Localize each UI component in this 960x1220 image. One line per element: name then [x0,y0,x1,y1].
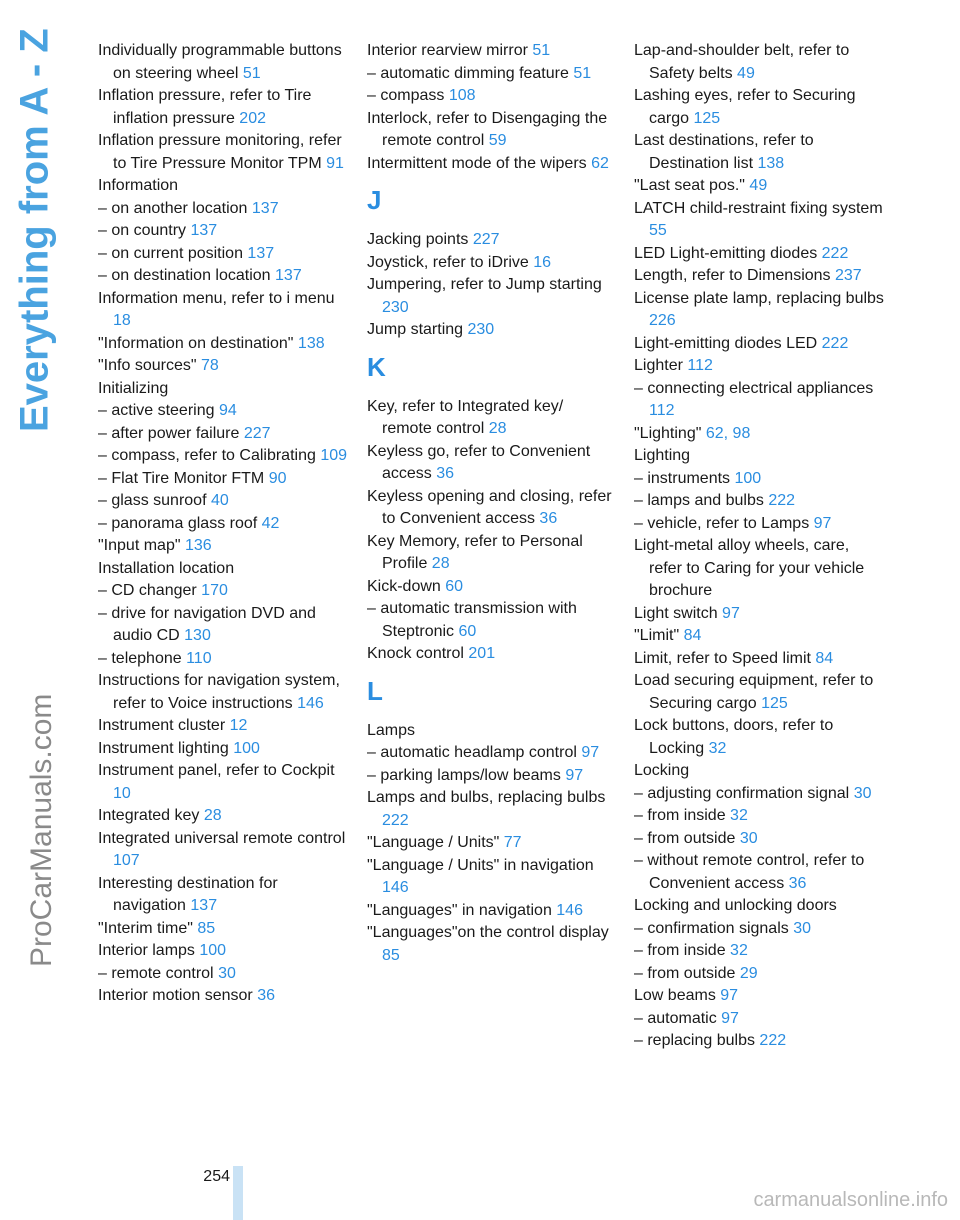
index-term: Lamps [367,721,416,739]
index-term: – automatic transmission with Steptronic [367,600,577,640]
index-entry [634,535,884,603]
page-reference-link[interactable]: 10 [113,784,131,802]
index-entry [367,85,617,108]
page-reference-link[interactable]: 78 [200,357,219,374]
index-entry [634,670,884,715]
index-term: License plate lamp, replacing bulbs [634,289,884,307]
index-term: – confirmation signals [634,919,794,937]
page-reference-link[interactable]: 100 [199,942,227,959]
page-reference-link[interactable]: 42 [261,514,280,532]
index-entry [98,760,348,805]
index-term: – from inside [634,942,731,959]
index-term: "Input map" [98,537,185,554]
page-reference-link[interactable]: 55 [649,222,667,239]
page-reference-link[interactable]: 202 [239,109,266,127]
index-entry [634,1008,884,1031]
index-term: – remote control [98,964,219,982]
page-reference-link[interactable]: 28 [431,555,450,572]
index-entry [98,265,348,288]
page-reference-link[interactable]: 60 [458,622,477,640]
page-reference-link[interactable]: 170 [201,582,228,599]
index-entry [98,918,348,941]
page-number: 254 [203,1168,230,1185]
index-entry [98,40,348,85]
page-reference-link[interactable]: 97 [565,766,584,784]
index-term: Individually programmable buttons on steering wheel [98,42,342,82]
page-reference-link[interactable]: 112 [649,402,675,419]
page-reference-link[interactable]: 30 [739,829,758,847]
index-column-1 [98,40,348,1008]
index-entry [98,175,348,198]
index-entry [98,130,348,175]
section-letter: J [367,185,382,215]
page-reference-link[interactable]: 12 [229,717,248,734]
index-term: Keyless opening and closing, refer to Convenient access [367,487,612,527]
index-term: – from outside [634,829,740,847]
index-term: Kick-down [367,577,446,595]
index-term: – telephone [98,649,187,667]
page-reference-link[interactable]: 237 [835,267,862,284]
index-term: "Interim time" [98,919,198,937]
side-watermark: ProCarManuals.com [25,693,58,967]
index-entry [98,85,348,130]
index-term: Joystick, refer to iDrive [367,253,534,271]
index-term: Instrument cluster [98,717,230,734]
page-reference-link[interactable]: 136 [184,537,212,554]
index-term: – compass, refer to Calibrating [98,447,321,464]
index-column-2 [367,40,617,967]
page-reference-link[interactable]: 137 [251,199,279,217]
index-entry [367,319,617,342]
index-entry [367,396,617,441]
page-reference-link[interactable]: 138 [297,334,325,352]
index-entry [634,963,884,986]
index-term: Lock buttons, doors, refer to Locking [634,717,834,757]
page-reference-link[interactable]: 49 [749,177,768,194]
index-term: Light-emitting diodes LED [634,334,822,352]
page-reference-link[interactable]: 30 [793,919,811,937]
page-reference-link[interactable]: 36 [257,987,275,1004]
index-term: – on destination location [98,267,276,284]
index-entry [634,445,884,468]
index-term: – parking lamps/low beams [367,766,566,784]
index-entry [98,288,348,333]
index-term: Jumpering, refer to Jump starting [367,276,602,293]
index-entry [634,783,884,806]
index-term: Length, refer to Dimensions [634,267,835,284]
index-entry [367,742,617,765]
index-entry [98,198,348,221]
index-term: "Last seat pos." [634,177,750,194]
index-entry [367,531,617,576]
page-reference-link[interactable]: 90 [268,469,287,487]
section-letter: L [367,675,383,706]
index-term: – from inside [634,807,731,824]
page-reference-link[interactable]: 138 [757,154,785,172]
page-reference-link[interactable]: 222 [759,1032,787,1049]
index-entry [634,940,884,963]
page-reference-link[interactable]: 32 [708,739,727,757]
page-reference-link[interactable]: 227 [243,424,271,442]
index-entry [98,715,348,738]
index-term: Intermittent mode of the wipers [367,154,592,172]
page-reference-link[interactable]: 100 [734,469,762,487]
index-term: Jump starting [367,321,468,338]
index-term: – automatic [634,1009,722,1027]
page-reference-link[interactable]: 227 [472,231,500,248]
index-term: Light-metal alloy wheels, care, refer to Caring for your vehicle brochure [634,537,865,599]
index-term: Interior lamps [98,942,200,959]
index-term: – automatic headlamp control [367,744,582,761]
index-entry [634,85,884,130]
index-entry [367,765,617,788]
index-term: Lashing eyes, refer to Securing cargo [634,87,856,127]
index-entry [98,220,348,243]
page-reference-link[interactable]: 36 [788,874,807,892]
index-term: Locking and unlocking doors [634,897,837,914]
index-entry [634,378,884,423]
page-reference-link[interactable]: 108 [448,87,476,104]
index-term: Interlock, refer to Disengaging the remote control [367,109,608,149]
index-entry [367,832,617,855]
index-term: Inflation pressure, refer to Tire inflation pressure [98,87,312,127]
index-entry [634,603,884,626]
index-entry [634,175,884,198]
page-reference-link[interactable]: 222 [821,244,849,262]
page-reference-link[interactable]: 110 [186,649,212,667]
index-term: – lamps and bulbs [634,492,769,509]
index-entry [367,40,617,63]
index-term: – glass sunroof [98,492,211,509]
page-reference-link[interactable]: 201 [468,645,496,662]
index-term: Low beams [634,987,721,1004]
page-reference-link[interactable]: 29 [739,964,758,982]
page-reference-link[interactable]: 51 [242,64,261,82]
page-reference-link[interactable]: 137 [247,244,275,262]
index-entry [367,576,617,599]
index-entry [634,333,884,356]
index-term: Light switch [634,604,723,622]
index-entry [367,598,617,643]
index-term: – without remote control, refer to Convenient access [634,852,865,892]
index-entry [98,333,348,356]
page-reference-link[interactable]: 146 [382,879,409,896]
index-term: Initializing [98,379,169,397]
page-reference-link[interactable]: 100 [233,739,260,757]
index-entry [98,468,348,491]
page-reference-link[interactable]: 36 [539,510,558,527]
index-term: "Information on destination" [98,334,298,352]
index-entry [634,895,884,918]
index-entry [98,648,348,671]
page-reference-link[interactable]: 32 [730,807,748,824]
index-entry [634,355,884,378]
page-reference-link[interactable]: 18 [113,312,131,329]
index-term: Integrated key [98,807,204,824]
index-entry [98,423,348,446]
index-term: – active steering [98,402,219,419]
page-reference-link[interactable]: 125 [693,109,721,127]
page-reference-link[interactable]: 84 [683,627,702,644]
page-reference-link[interactable]: 85 [197,919,216,937]
index-term: "Languages"on the control display [367,924,609,941]
index-entry [98,805,348,828]
page-reference-link[interactable]: 91 [326,154,344,172]
page-reference-link[interactable]: 146 [556,901,583,919]
page-reference-link[interactable]: 51 [532,42,551,59]
page-number-bar [233,1166,243,1220]
index-entry [98,828,348,873]
index-term: "Lighting" [634,424,706,442]
index-term: – CD changer [98,582,202,599]
page-reference-link[interactable]: 32 [730,942,748,959]
index-entry [98,378,348,401]
index-term: Instrument lighting [98,739,234,757]
page-reference-link[interactable]: 230 [382,298,409,316]
index-entry [634,513,884,536]
section-letter: K [367,351,386,382]
index-entry [634,1030,884,1053]
index-entry [367,274,617,319]
page-reference-link[interactable]: 36 [436,465,455,482]
index-entry [98,400,348,423]
page-reference-link[interactable]: 97 [581,744,600,761]
index-term: – replacing bulbs [634,1032,760,1049]
index-term: Keyless go, refer to Convenient access [367,442,591,482]
index-term: – on country [98,222,191,239]
index-term: – compass [367,87,449,104]
index-entry [634,828,884,851]
index-entry [367,922,617,967]
page-reference-link[interactable]: 97 [720,987,739,1004]
index-entry [367,486,617,531]
index-entry [98,445,348,468]
index-term: "Info sources" [98,357,201,374]
index-entry [634,243,884,266]
index-term: Interior rearview mirror [367,42,533,59]
page-reference-link[interactable]: 97 [813,514,832,532]
index-entry [634,715,884,760]
index-term: Interesting destination for navigation [98,874,278,914]
page-reference-link[interactable]: 107 [113,852,140,869]
index-entry [634,850,884,895]
index-entry [634,40,884,85]
index-entry [367,787,617,832]
index-entry [367,900,617,923]
index-entry [634,805,884,828]
index-term: Information menu, refer to i menu [98,289,335,307]
index-term: Last destinations, refer to Destination list [634,132,814,172]
page-reference-link[interactable]: 28 [488,420,507,437]
index-term: Instructions for navigation system, refer to Voice instructions [98,672,340,712]
index-term: – after power failure [98,424,244,442]
page-reference-link[interactable]: 60 [445,577,464,595]
index-term: – adjusting confirmation signal [634,784,854,802]
page-reference-link[interactable]: 230 [467,321,495,338]
index-entry [98,738,348,761]
index-term: Interior motion sensor [98,987,258,1004]
index-entry [634,625,884,648]
index-term: Inflation pressure monitoring, refer to Tire Pressure Monitor TPM [98,132,342,172]
page-reference-link[interactable]: 109 [320,447,348,464]
index-entry [98,513,348,536]
page-reference-link[interactable]: 137 [190,222,218,239]
page-reference-link[interactable]: 16 [533,253,552,271]
page-reference-link[interactable]: 30 [853,784,872,802]
index-term: – connecting electrical appliances [634,379,874,397]
page-reference-link[interactable]: 146 [297,694,324,712]
index-entry [367,108,617,153]
index-entry [634,198,884,243]
index-term: – instruments [634,469,735,487]
page-reference-link[interactable]: 130 [184,627,211,644]
footer-watermark: carmanualsonline.info [753,1189,948,1211]
page-reference-link[interactable]: 94 [218,402,237,419]
index-term: Lighting [634,447,691,464]
index-entry [634,265,884,288]
index-entry [634,468,884,491]
index-entry [634,423,884,446]
index-term: Limit, refer to Speed limit [634,649,816,667]
index-entry [98,355,348,378]
index-entry [367,441,617,486]
index-entry [98,243,348,266]
index-entry [634,760,884,783]
index-term: Jacking points [367,231,473,248]
index-term: Lighter [634,357,688,374]
index-entry [98,603,348,648]
index-entry [98,963,348,986]
page-reference-link[interactable]: 226 [649,312,676,329]
index-entry [367,252,617,275]
page-reference-link[interactable]: 62 [591,154,609,172]
index-entry [98,873,348,918]
index-term: – on current position [98,244,248,262]
index-term: LATCH child-restraint fixing system [634,199,883,217]
index-term: Lamps and bulbs, replacing bulbs [367,789,606,806]
page-reference-link[interactable]: 222 [821,334,849,352]
index-term: – on another location [98,199,252,217]
page-reference-link[interactable]: 30 [218,964,236,982]
index-entry [98,580,348,603]
page-reference-link[interactable]: 51 [573,64,592,82]
page-reference-link[interactable]: 112 [687,357,713,374]
page-reference-link[interactable]: 77 [503,834,522,851]
page-reference-link[interactable]: 97 [722,604,740,622]
index-term: – panorama glass roof [98,514,262,532]
index-term: Information [98,177,179,194]
page-reference-link[interactable]: 62, 98 [705,424,751,442]
page-reference-link[interactable]: 137 [190,897,218,914]
index-entry [367,153,617,176]
index-term: Key Memory, refer to Personal Profile [367,532,583,572]
index-term: Load securing equipment, refer to Securing cargo [634,672,874,712]
index-term: – automatic dimming feature [367,64,574,82]
index-term: "Language / Units" [367,834,504,851]
page-reference-link[interactable]: 222 [768,492,796,509]
index-entry [367,855,617,900]
page-reference-link[interactable]: 85 [382,946,400,964]
index-term: LED Light-emitting diodes [634,244,822,262]
page-reference-link[interactable]: 28 [203,807,222,824]
index-term: Instrument panel, refer to Cockpit [98,762,335,779]
index-term: Integrated universal remote control [98,829,346,847]
index-term: Knock control [367,645,469,662]
page-reference-link[interactable]: 97 [721,1009,739,1027]
page-reference-link[interactable]: 84 [815,649,834,667]
index-entry [98,558,348,581]
index-term: "Language / Units" in navigation [367,856,594,874]
index-entry [634,918,884,941]
index-term: Key, refer to Integrated key/ remote control [367,397,564,437]
index-entry [634,648,884,671]
index-term: Installation location [98,559,235,577]
page-reference-link[interactable]: 59 [488,132,507,149]
index-entry [98,940,348,963]
index-entry [98,535,348,558]
page-reference-link[interactable]: 49 [737,64,755,82]
index-entry [634,985,884,1008]
index-term: "Limit" [634,627,684,644]
index-entry [367,229,617,252]
index-term: – vehicle, refer to Lamps [634,514,814,532]
index-term: Lap-and-shoulder belt, refer to Safety belts [634,42,850,82]
page-reference-link[interactable]: 40 [210,492,229,509]
index-column-3 [634,40,884,1053]
index-entry [634,490,884,513]
index-entry [367,720,617,743]
index-term: – Flat Tire Monitor FTM [98,469,269,487]
page-reference-link[interactable]: 137 [275,267,302,284]
index-entry [367,643,617,666]
section-title: Everything from A - Z [12,28,57,432]
index-entry [98,490,348,513]
index-term: "Languages" in navigation [367,901,557,919]
index-term: Locking [634,762,690,779]
page-reference-link[interactable]: 222 [382,811,409,829]
page-reference-link[interactable]: 125 [761,694,788,712]
index-term: – from outside [634,964,740,982]
index-entry [98,985,348,1008]
index-entry [634,288,884,333]
index-term: – drive for navigation DVD and audio CD [98,604,316,644]
index-entry [98,670,348,715]
index-entry [367,63,617,86]
index-entry [634,130,884,175]
